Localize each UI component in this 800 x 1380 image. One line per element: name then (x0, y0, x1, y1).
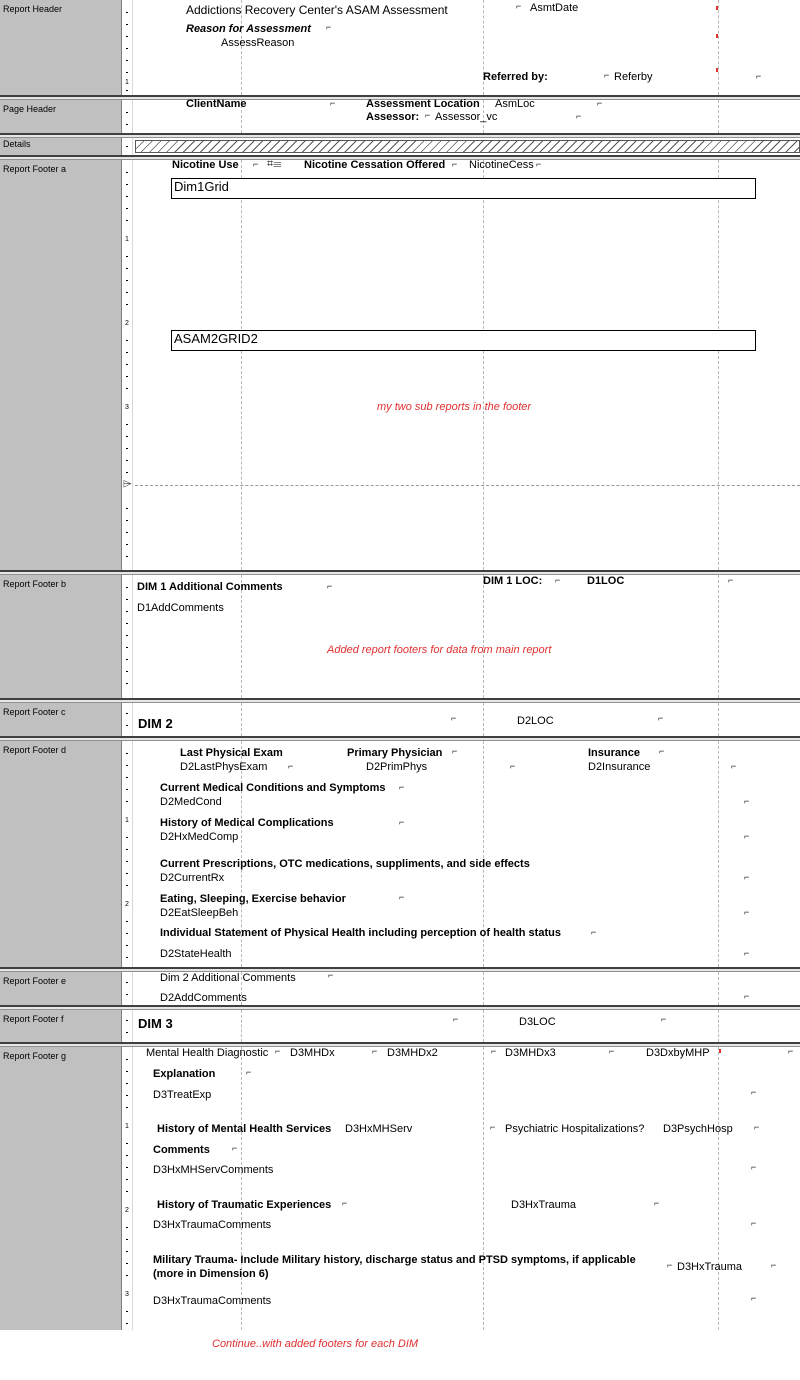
d3-mhdx3-field[interactable]: D3MHDx3 (505, 1047, 556, 1059)
d2-eat-sleep-beh-field[interactable]: D2EatSleepBeh (160, 907, 239, 919)
client-name-field[interactable]: ClientName (186, 98, 247, 110)
d3-hx-trauma-field[interactable]: D3HxTrauma (511, 1199, 576, 1211)
page-header-section[interactable] (0, 100, 800, 133)
section-label-details[interactable]: Details (0, 138, 121, 155)
vertical-ruler: 1 2 3 (121, 1047, 133, 1330)
section-label-footer-c[interactable]: Report Footer c (0, 703, 121, 736)
traumatic-experiences-label[interactable]: History of Traumatic Experiences (157, 1199, 332, 1211)
d2-med-cond-field[interactable]: D2MedCond (160, 796, 222, 808)
report-footer-e-section[interactable] (0, 972, 800, 1005)
report-footer-f-section[interactable] (0, 1010, 800, 1042)
d3-hx-mh-serv-field[interactable]: D3HxMHServ (345, 1123, 413, 1135)
section-label-footer-g[interactable]: Report Footer g (0, 1047, 121, 1330)
vertical-ruler (121, 100, 133, 133)
design-canvas[interactable]: DIM 2 ⌐ D2LOC ⌐ (135, 703, 800, 736)
d3-hx-mh-serv-comments-field[interactable]: D3HxMHServComments (153, 1164, 274, 1176)
d3-military-trauma-field[interactable]: D3HxTrauma (677, 1261, 742, 1273)
mental-health-services-label[interactable]: History of Mental Health Services (157, 1123, 332, 1135)
d2-state-health-field[interactable]: D2StateHealth (160, 948, 232, 960)
comments-label[interactable]: Comments (153, 1144, 210, 1156)
section-label-footer-b[interactable]: Report Footer b (0, 575, 121, 698)
d1loc-field[interactable]: D1LOC (587, 575, 625, 587)
design-canvas[interactable]: Last Physical Exam Primary Physician ⌐ Insurance ⌐ D2LastPhysExam ⌐ D2PrimPhys ⌐ D2Insurance ⌐ Current Medical Conditions and Symptoms ⌐ D2MedCond ⌐ History of Medical Complications ⌐ D2HxMedComp ⌐ Current Prescriptions, OTC medications, suppliments, and side effects D2CurrentRx ⌐ Eating, Sleeping, Exercise behavior ⌐ D2EatSleepBeh ⌐ Individual Statement of Physical Health including perception of health status ⌐ D2StateHealth ⌐ (135, 741, 800, 967)
vertical-ruler: 1 2 3 (121, 160, 133, 570)
report-footer-g-section[interactable] (0, 1047, 800, 1330)
report-title-textbox[interactable]: Addictions Recovery Center's ASAM Assessment (186, 3, 448, 17)
section-label-footer-a[interactable]: Report Footer a (0, 160, 121, 570)
insurance-label[interactable]: Insurance (588, 747, 640, 759)
referby-field[interactable]: Referby (614, 71, 653, 83)
vertical-ruler: 1 (121, 0, 133, 95)
nicotine-use-label[interactable]: Nicotine Use (172, 159, 239, 171)
current-prescriptions-label[interactable]: Current Prescriptions, OTC medications, suppliments, and side effects (160, 858, 530, 870)
design-canvas[interactable]: DIM 3 ⌐ D3LOC ⌐ (135, 1010, 800, 1042)
dim2-comments-label[interactable]: Dim 2 Additional Comments (160, 972, 296, 984)
continue-annotation: Continue..with added footers for each DIM (212, 1338, 419, 1350)
d3loc-field[interactable]: D3LOC (519, 1016, 556, 1028)
d2-insurance-field[interactable]: D2Insurance (588, 761, 651, 773)
psychiatric-hospitalizations-label[interactable]: Psychiatric Hospitalizations? (505, 1123, 645, 1135)
reason-label[interactable]: Reason for Assessment (186, 23, 311, 35)
report-footer-c-section[interactable] (0, 703, 800, 736)
section-label-page-header[interactable]: Page Header (0, 100, 121, 133)
assessment-location-label[interactable]: Assessment Location (366, 98, 480, 110)
vertical-ruler (121, 575, 133, 698)
added-footers-annotation: Added report footers for data from main report (327, 644, 552, 656)
dim1-comments-label[interactable]: DIM 1 Additional Comments (137, 581, 283, 593)
assessor-label[interactable]: Assessor: (366, 111, 420, 123)
d2-last-phys-exam-field[interactable]: D2LastPhysExam (180, 761, 268, 773)
checkbox-control-icon[interactable]: ⌗☰ (267, 158, 282, 170)
d3-dx-by-mhp-field[interactable]: D3DxbyMHP (646, 1047, 710, 1059)
d2-current-rx-field[interactable]: D2CurrentRx (160, 872, 225, 884)
d2-hx-med-comp-field[interactable]: D2HxMedComp (160, 831, 239, 843)
report-header-section[interactable] (0, 0, 800, 95)
d3-treat-exp-field[interactable]: D3TreatExp (153, 1089, 212, 1101)
dim2-title[interactable]: DIM 2 (138, 716, 173, 731)
section-label-footer-e[interactable]: Report Footer e (0, 972, 121, 1005)
medical-conditions-label[interactable]: Current Medical Conditions and Symptoms (160, 782, 386, 794)
explanation-label[interactable]: Explanation (153, 1068, 216, 1080)
section-label-footer-f[interactable]: Report Footer f (0, 1010, 121, 1042)
vertical-ruler: 1 2 (121, 741, 133, 967)
section-resize-handle-icon[interactable]: ⌲ (123, 478, 132, 490)
asmt-date-field[interactable]: AsmtDate (530, 2, 579, 14)
eating-sleeping-label[interactable]: Eating, Sleeping, Exercise behavior (160, 893, 346, 905)
d3-psych-hosp-field[interactable]: D3PsychHosp (663, 1123, 733, 1135)
vertical-ruler (121, 972, 133, 1005)
d2-add-comments-field[interactable]: D2AddComments (160, 992, 247, 1004)
design-canvas[interactable]: DIM 1 Additional Comments ⌐ DIM 1 LOC: ⌐ D1LOC ⌐ D1AddComments Added report footers for data from main report (135, 575, 800, 698)
vertical-ruler (121, 703, 133, 736)
dim1-grid-subreport[interactable]: Dim1Grid (171, 178, 756, 199)
design-canvas[interactable]: ClientName ⌐ Assessment Location AsmLoc ⌐ Assessor: ⌐ Assessor_vc ⌐ (135, 100, 800, 133)
referred-by-label[interactable]: Referred by: (483, 71, 548, 83)
d3-military-comments-field[interactable]: D3HxTraumaComments (153, 1295, 272, 1307)
assessor-field[interactable]: Assessor_vc (435, 111, 498, 123)
d2loc-field[interactable]: D2LOC (517, 715, 554, 727)
military-trauma-label[interactable]: Military Trauma- Include Military history, discharge status and PTSD symptoms, if applicable (153, 1254, 636, 1266)
medical-complications-label[interactable]: History of Medical Complications (160, 817, 334, 829)
last-physical-exam-label[interactable]: Last Physical Exam (180, 747, 283, 759)
report-footer-d-section[interactable] (0, 741, 800, 967)
design-canvas[interactable]: Addictions Recovery Center's ASAM Assessment ⌐ AsmtDate Reason for Assessment ⌐ AssessReason Referred by: ⌐ Referby ⌐ (135, 0, 800, 95)
vertical-ruler (121, 138, 133, 155)
design-canvas[interactable]: Mental Health Diagnostic ⌐ D3MHDx ⌐ D3MHDx2 ⌐ D3MHDx3 ⌐ D3DxbyMHP ⌐ Explanation ⌐ D3TreatExp ⌐ History of Mental Health Services D3HxMHServ ⌐ Psychiatric Hospitalizations? D3PsychHosp ⌐ Comments ⌐ D3HxMHServComments ⌐ History of Traumatic Experiences ⌐ D3HxTrauma ⌐ D3HxTraumaComments ⌐ Military Trauma- Include Military history, discharge status and PTSD symptoms, if applicable (more in Dimension 6) ⌐ D3HxTrauma ⌐ D3HxTraumaComments ⌐ (135, 1047, 800, 1330)
dim1-loc-label[interactable]: DIM 1 LOC: (483, 575, 543, 587)
d1-add-comments-field[interactable]: D1AddComments (137, 602, 224, 614)
d2-prim-phys-field[interactable]: D2PrimPhys (366, 761, 428, 773)
d3-hx-trauma-comments-field[interactable]: D3HxTraumaComments (153, 1219, 272, 1231)
design-canvas (135, 138, 800, 155)
report-footer-b-section[interactable] (0, 575, 800, 698)
page-break-line (135, 485, 800, 486)
design-canvas[interactable]: Nicotine Use ⌐ ⌗☰ Nicotine Cessation Offered ⌐ NicotineCess ⌐ Dim1Grid ASAM2GRID2 my two sub reports in the footer (135, 160, 800, 570)
vertical-ruler (121, 1010, 133, 1042)
nicotine-cess-field[interactable]: NicotineCess (469, 159, 534, 171)
nicotine-cessation-label[interactable]: Nicotine Cessation Offered (304, 159, 446, 171)
section-label-footer-d[interactable]: Report Footer d (0, 741, 121, 967)
details-hatched-area (135, 140, 800, 153)
section-label-report-header[interactable]: Report Header (0, 0, 121, 95)
primary-physician-label[interactable]: Primary Physician (347, 747, 443, 759)
mental-health-diagnostic-label[interactable]: Mental Health Diagnostic (146, 1047, 269, 1059)
subreports-annotation: my two sub reports in the footer (377, 401, 532, 413)
report-footer-a-section[interactable] (0, 160, 800, 570)
asam2-grid2-subreport[interactable]: ASAM2GRID2 (171, 330, 756, 351)
military-trauma-note[interactable]: (more in Dimension 6) (153, 1268, 269, 1280)
d3-mhdx2-field[interactable]: D3MHDx2 (387, 1047, 438, 1059)
d3-mhdx-field[interactable]: D3MHDx (290, 1047, 335, 1059)
asm-loc-field[interactable]: AsmLoc (495, 98, 535, 110)
physical-health-statement-label[interactable]: Individual Statement of Physical Health including perception of health status (160, 927, 561, 939)
dim3-title[interactable]: DIM 3 (138, 1016, 173, 1031)
design-canvas[interactable]: Dim 2 Additional Comments ⌐ D2AddComments ⌐ (160, 970, 750, 1004)
details-section[interactable] (0, 138, 800, 155)
